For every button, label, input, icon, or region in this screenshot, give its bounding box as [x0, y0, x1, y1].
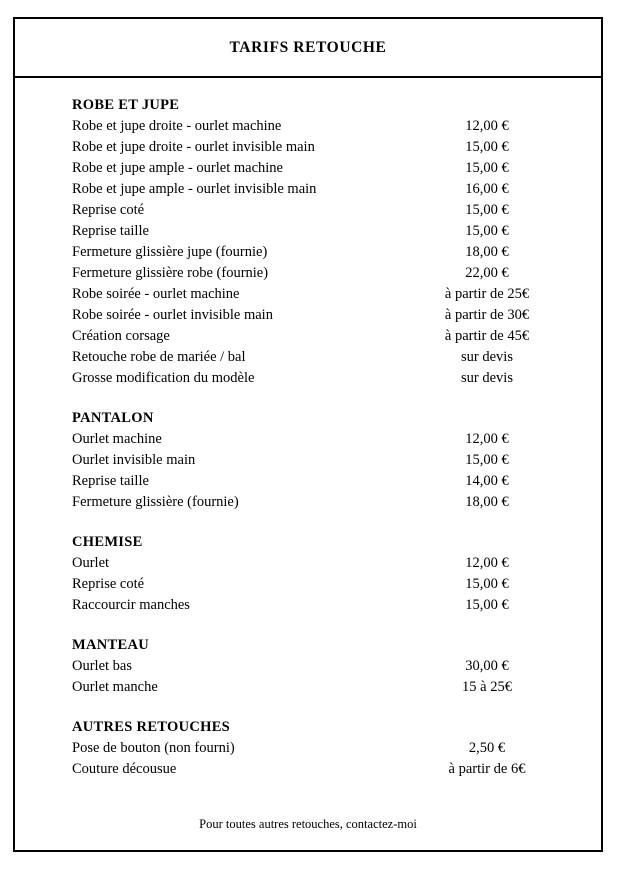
- price-row: [72, 553, 567, 574]
- item-price: à partir de 25€: [444, 286, 530, 302]
- section-title: MANTEAU: [72, 637, 150, 653]
- price-row: [72, 471, 567, 492]
- price-row: [72, 759, 567, 780]
- item-price: 16,00 €: [465, 181, 509, 197]
- item-label: Reprise taille: [72, 473, 149, 489]
- price-row: [72, 137, 567, 158]
- price-row: [72, 116, 567, 137]
- item-label: Grosse modification du modèle: [72, 370, 255, 386]
- item-price: 30,00 €: [465, 658, 509, 674]
- item-price: sur devis: [461, 349, 513, 365]
- item-label: Reprise taille: [72, 223, 149, 239]
- price-row: [72, 179, 567, 200]
- item-label: Reprise coté: [72, 202, 145, 218]
- item-label: Robe et jupe droite - ourlet machine: [72, 118, 282, 134]
- item-label: Création corsage: [72, 328, 170, 344]
- item-price: 15,00 €: [465, 160, 509, 176]
- item-price: 15,00 €: [465, 597, 509, 613]
- item-price: à partir de 45€: [444, 328, 530, 344]
- price-list: [15, 78, 601, 780]
- item-price: 18,00 €: [465, 494, 509, 510]
- price-row: [72, 677, 567, 698]
- price-section: [72, 408, 567, 513]
- item-label: Ourlet manche: [72, 679, 158, 695]
- item-label: Fermeture glissière robe (fournie): [72, 265, 269, 281]
- item-label: Retouche robe de mariée / bal: [72, 349, 246, 365]
- item-label: Ourlet: [72, 555, 110, 571]
- item-price: sur devis: [461, 370, 513, 386]
- section-title: PANTALON: [72, 410, 154, 426]
- item-label: Ourlet invisible main: [72, 452, 196, 468]
- price-row: [72, 738, 567, 759]
- price-row: [72, 242, 567, 263]
- item-label: Robe et jupe ample - ourlet invisible main: [72, 181, 317, 197]
- price-row: [72, 429, 567, 450]
- item-label: Robe soirée - ourlet machine: [72, 286, 240, 302]
- item-price: 14,00 €: [465, 473, 509, 489]
- page-title: TARIFS RETOUCHE: [229, 38, 387, 56]
- item-price: 15 à 25€: [462, 679, 512, 695]
- item-price: 15,00 €: [465, 576, 509, 592]
- price-row: [72, 263, 567, 284]
- item-price: 15,00 €: [465, 223, 509, 239]
- item-label: Reprise coté: [72, 576, 145, 592]
- price-row: [72, 326, 567, 347]
- price-section: [72, 717, 567, 780]
- price-row: [72, 492, 567, 513]
- item-label: Ourlet machine: [72, 431, 162, 447]
- item-price: 12,00 €: [465, 555, 509, 571]
- footer-note: Pour toutes autres retouches, contactez-moi: [199, 817, 417, 831]
- item-label: Pose de bouton (non fourni): [72, 740, 235, 756]
- section-title: AUTRES RETOUCHES: [72, 719, 231, 735]
- item-label: Couture décousue: [72, 761, 177, 777]
- section-title: ROBE ET JUPE: [72, 97, 180, 113]
- price-row: [72, 200, 567, 221]
- price-row: [72, 347, 567, 368]
- price-row: [72, 574, 567, 595]
- price-row: [72, 221, 567, 242]
- price-section: [72, 532, 567, 616]
- tarifs-document: [13, 17, 603, 852]
- price-row: [72, 450, 567, 471]
- item-price: 15,00 €: [465, 139, 509, 155]
- item-price: 12,00 €: [465, 431, 509, 447]
- item-price: 12,00 €: [465, 118, 509, 134]
- item-price: 22,00 €: [465, 265, 509, 281]
- item-label: Robe et jupe ample - ourlet machine: [72, 160, 283, 176]
- item-label: Raccourcir manches: [72, 597, 190, 613]
- item-label: Ourlet bas: [72, 658, 132, 674]
- price-row: [72, 656, 567, 677]
- price-row: [72, 368, 567, 389]
- price-row: [72, 284, 567, 305]
- item-label: Fermeture glissière (fournie): [72, 494, 239, 510]
- item-price: à partir de 30€: [444, 307, 530, 323]
- item-label: Robe et jupe droite - ourlet invisible main: [72, 139, 315, 155]
- item-price: 15,00 €: [465, 452, 509, 468]
- price-section: [72, 95, 567, 389]
- price-row: [72, 158, 567, 179]
- price-section: [72, 635, 567, 698]
- item-price: 18,00 €: [465, 244, 509, 260]
- item-label: Fermeture glissière jupe (fournie): [72, 244, 268, 260]
- document-header: [15, 19, 601, 78]
- section-title: CHEMISE: [72, 534, 143, 550]
- price-row: [72, 595, 567, 616]
- price-row: [72, 305, 567, 326]
- item-price: 2,50 €: [468, 740, 506, 756]
- item-price: à partir de 6€: [448, 761, 526, 777]
- item-label: Robe soirée - ourlet invisible main: [72, 307, 273, 323]
- item-price: 15,00 €: [465, 202, 509, 218]
